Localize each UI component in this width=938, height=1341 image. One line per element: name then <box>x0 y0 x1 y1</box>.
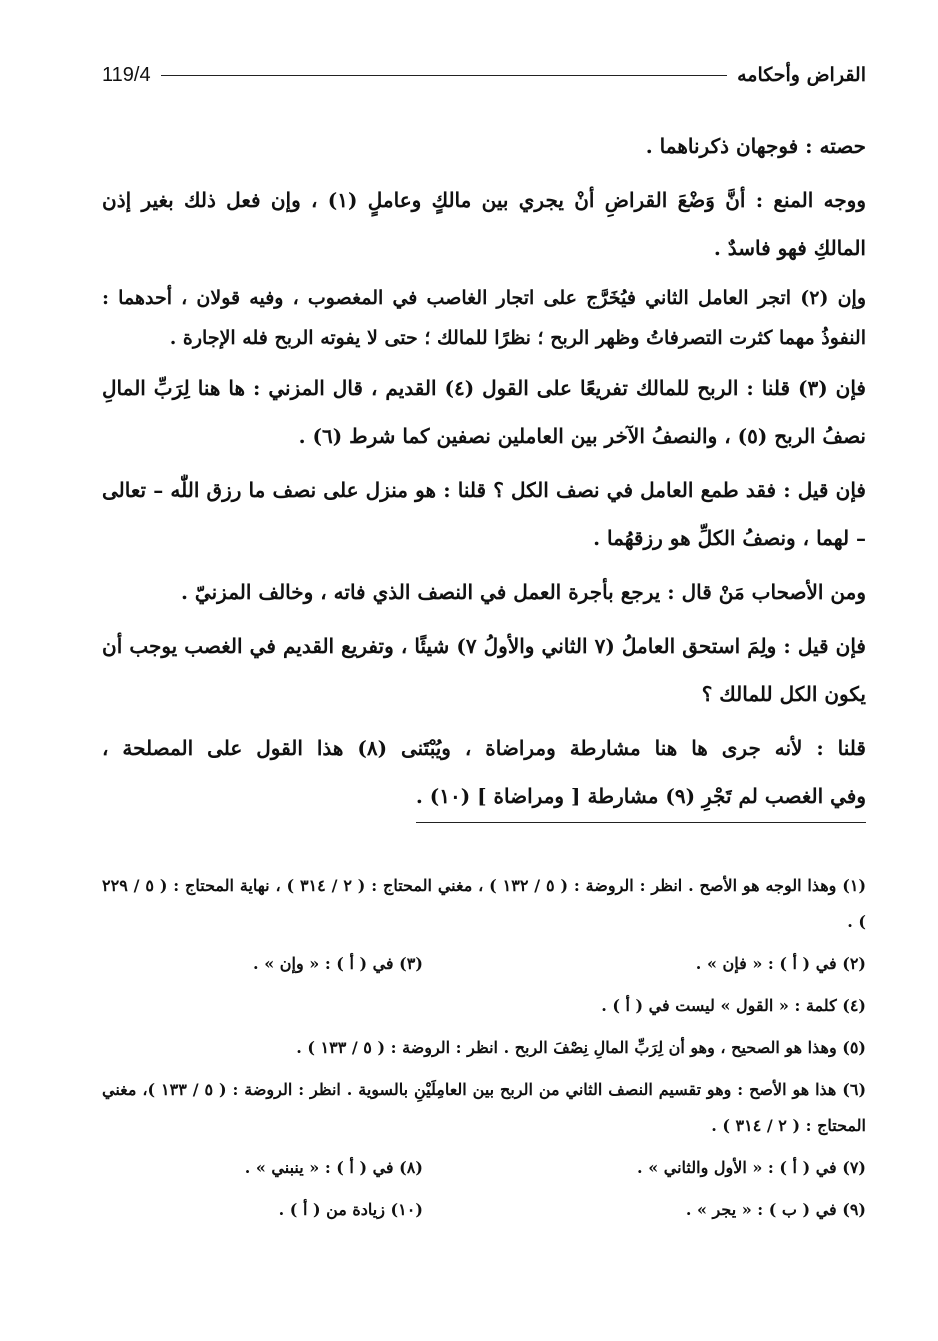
paragraph-8 <box>102 724 866 823</box>
paragraph-2: ووجه المنع : أنَّ وَضْعَ القراضِ أنْ يجري بين مالكٍ وعاملٍ (١) ، وإن فعل ذلك بغير إذن المالكِ فهو فاسدٌ . <box>102 188 866 260</box>
footnote-3: (٣) في ( أ ) : « وإن » . <box>253 954 423 973</box>
paragraph-6: ومن الأصحاب مَنْ قال : يرجع بأجرة العمل في النصف الذي فاته ، وخالف المزنيّ . <box>181 580 866 604</box>
footnote-4: (٤) كلمة : « القول » ليست في ( أ ) . <box>601 996 866 1015</box>
footnote-row-9-10 <box>102 1192 866 1228</box>
header-rule <box>161 75 728 76</box>
main-text <box>102 122 866 829</box>
page-number: 119/4 <box>102 63 151 86</box>
paragraph-3: وإن (٢) اتجر العامل الثاني فيُخَرَّج على اتجار الغاصب في المغصوب ، وفيه قولان ، أحدهما : النفوذُ مهما كثرت التصرفاتُ وظهر الربح ؛ نظرًا للمالك ؛ حتى لا يفوته الربح فله الإجارة . <box>102 287 866 349</box>
footnote-2: (٢) في ( أ ) : « فإن » . <box>695 954 866 973</box>
footnote-row-7-8 <box>102 1150 866 1186</box>
paragraph-4: فإن (٣) قلنا : الربح للمالك تفريعًا على القول (٤) القديم ، قال المزني : ها هنا لِرَبِّ المالِ نصفُ الربح (٥) ، والنصفُ الآخر بين العاملين نصفين كما شرط (٦) . <box>102 376 866 448</box>
footnotes <box>102 868 866 1234</box>
underlined-closing-line: وفي الغصب لم تَجْرِ (٩) مشارطة [ ومراضاة ] (١٠) . <box>416 772 866 823</box>
footnote-7: (٧) في ( أ ) : « الأول والثاني » . <box>637 1158 866 1177</box>
footnote-10: (١٠) زيادة من ( أ ) . <box>278 1200 423 1219</box>
footnote-6: (٦) هذا هو الأصح : وهو تقسيم النصف الثاني من الربح بين العامِلَيْنِ بالسوية . انظر : الروضة : ( ٥ / ١٣٣ )، مغني المحتاج : ( ٢ / ٣١٤ ) . <box>102 1080 867 1135</box>
footnote-9: (٩) في ( ب ) : « يجر » . <box>685 1200 866 1219</box>
running-header <box>102 58 866 92</box>
paragraph-1: حصته : فوجهان ذكرناهما . <box>645 134 866 158</box>
footnote-8: (٨) في ( أ ) : « ينبني » . <box>244 1158 423 1177</box>
footnote-1: (١) وهذا الوجه هو الأصح . انظر : الروضة : ( ٥ / ١٣٢ ) ، مغني المحتاج : ( ٢ / ٣١٤ ) ، نهاية المحتاج : ( ٥ / ٢٢٩ ) . <box>102 876 867 931</box>
footnote-5: (٥) وهذا هو الصحيح ، وهو أن لِرَبِّ المالِ نِصْفَ الربح . انظر : الروضة : ( ٥ / ١٣٣ ) . <box>296 1038 866 1057</box>
paragraph-5: فإن قيل : فقد طمع العامل في نصف الكل ؟ قلنا : هو منزل على نصف ما رزق اللّٰه – تعالى – لهما ، ونصفُ الكلِّ هو رزقهُما . <box>102 478 866 550</box>
book-title: القراض وأحكامه <box>737 64 866 86</box>
paragraph-8-text: قلنا : لأنه جرى ها هنا مشارطة ومراضاة ، ويُبْتَنى (٨) هذا القول على المصلحة ، <box>102 736 866 760</box>
footnote-row-2-3 <box>102 946 866 982</box>
paragraph-7: فإن قيل : ولِمَ استحق العاملُ (٧ الثاني والأولُ ٧) شيئًا ، وتفريع القديم في الغصب يوجب أن يكون الكل للمالك ؟ <box>102 634 866 706</box>
